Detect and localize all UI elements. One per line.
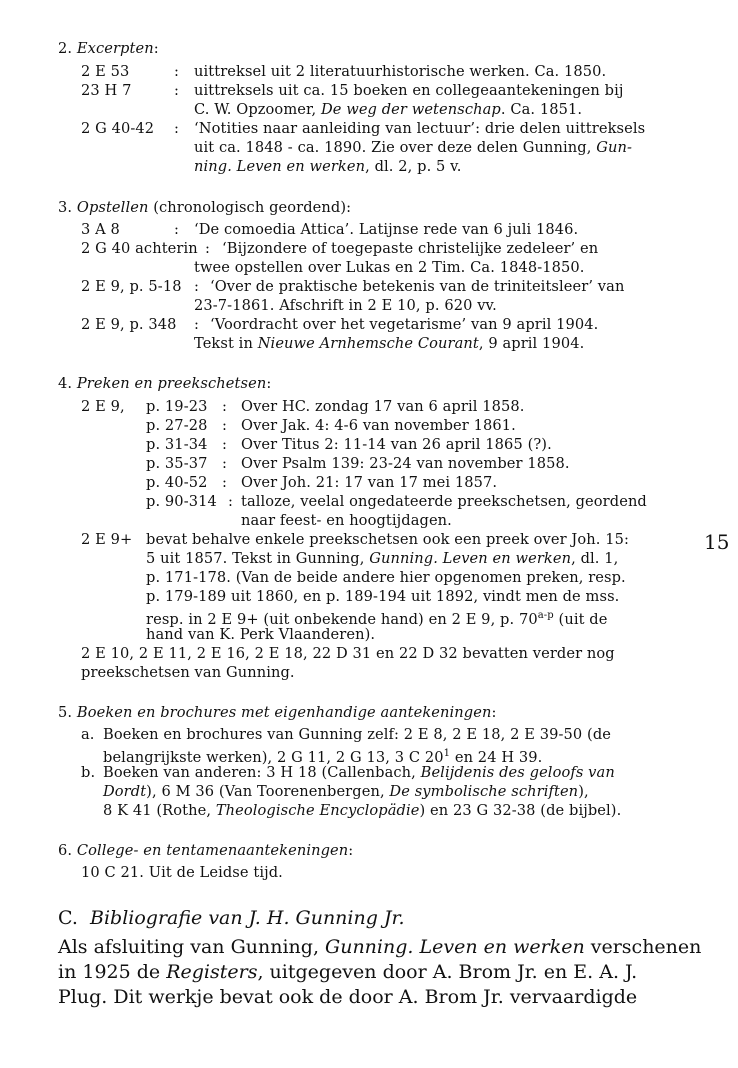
section-5-heading xyxy=(58,704,496,722)
entry-text xyxy=(194,158,462,176)
page-range: p. 40-52 xyxy=(146,474,208,491)
heading-rest: (chronologisch geordend): xyxy=(148,199,352,216)
text-run: belangrijkste werken), 2 G 11, 2 G 13, 3 C 20 xyxy=(103,748,444,766)
book-title: De weg der wetenschap xyxy=(320,101,501,118)
entry-text: Over Joh. 21: 17 van 17 mei 1857. xyxy=(241,474,498,491)
ref-colon: : xyxy=(222,455,228,472)
section-title: Excerpten xyxy=(76,40,154,57)
page-number: 15 xyxy=(704,530,730,554)
ref-colon: : xyxy=(205,240,211,257)
text-run: en 24 H 39. xyxy=(450,748,543,766)
entry-text: bevat behalve enkele preekschetsen ook een preek over Joh. 15: xyxy=(146,531,630,548)
entry-text: uittreksels uit ca. 15 boeken en collegeaantekeningen bij xyxy=(194,82,624,99)
entry-text: p. 179-189 uit 1860, en p. 189-194 uit 1892, vindt men de mss. xyxy=(146,588,620,605)
superscript: 1 xyxy=(443,748,451,759)
section-number: 5. xyxy=(58,704,73,721)
text-run: , dl. 2, p. 5 v. xyxy=(365,158,462,175)
archive-ref: 2 E 9, p. 348 xyxy=(81,316,177,333)
archive-ref: 2 E 9, p. 5-18 xyxy=(81,278,182,295)
heading-colon: : xyxy=(491,704,497,721)
book-title: Gunning. Leven en werken xyxy=(369,550,572,567)
text-run: , 9 april 1904. xyxy=(478,335,585,352)
entry-text: preekschetsen van Gunning. xyxy=(81,664,295,681)
book-title: ning. Leven en werken xyxy=(194,158,366,175)
section-2-heading xyxy=(58,40,159,58)
ref-colon: : xyxy=(174,221,180,238)
page-range: p. 19-23 xyxy=(146,398,208,415)
book-title: Theologische Encyclopädie xyxy=(215,802,420,819)
text-run: , uitgegeven door A. Brom Jr. en E. A. J. xyxy=(257,961,638,983)
entry-text xyxy=(194,335,584,353)
section-number: 3. xyxy=(58,199,73,216)
book-title: Belijdenis des geloofs van xyxy=(420,764,615,781)
book-title: Gun- xyxy=(596,139,633,156)
section-title: Preken en preekschetsen xyxy=(76,375,267,392)
ref-colon: : xyxy=(228,493,234,510)
text-run: 8 K 41 (Rothe, xyxy=(103,802,216,819)
text-run: Tekst in xyxy=(194,335,258,352)
entry-text xyxy=(103,802,621,820)
entry-text: p. 171-178. (Van de beide andere hier opgenomen preken, resp. xyxy=(146,569,626,586)
section-3-heading xyxy=(58,199,351,217)
entry-text xyxy=(103,783,589,801)
entry-text: Over Titus 2: 11-14 van 26 april 1865 (?). xyxy=(241,436,552,453)
book-title: Dordt xyxy=(103,783,147,800)
newspaper-title: Nieuwe Arnhemsche Courant xyxy=(257,335,479,352)
entry-text: Over HC. zondag 17 van 6 april 1858. xyxy=(241,398,525,415)
section-title: College- en tentamenaantekeningen xyxy=(76,842,349,859)
entry-text: Over Jak. 4: 4-6 van november 1861. xyxy=(241,417,516,434)
text-run: ), xyxy=(578,783,589,800)
entry-text: twee opstellen over Lukas en 2 Tim. Ca. 1848-1850. xyxy=(194,259,585,276)
text-run: 5 uit 1857. Tekst in Gunning, xyxy=(146,550,370,567)
entry-text: uittreksel uit 2 literatuurhistorische werken. Ca. 1850. xyxy=(194,63,607,80)
entry-text: talloze, veelal ongedateerde preekschetsen, geordend xyxy=(241,493,647,510)
text-run: Boeken van anderen: 3 H 18 (Callenbach, xyxy=(103,764,421,781)
ref-colon: : xyxy=(174,120,180,137)
text-run: verschenen xyxy=(584,936,702,958)
text-run: C. W. Opzoomer, xyxy=(194,101,321,118)
ref-colon: : xyxy=(174,63,180,80)
archive-ref: 23 H 7 xyxy=(81,82,132,99)
entry-text: Over Psalm 139: 23-24 van november 1858. xyxy=(241,455,570,472)
archive-ref: 3 A 8 xyxy=(81,221,120,238)
text-run: uit ca. 1848 - ca. 1890. Zie over deze delen Gunning, xyxy=(194,139,597,156)
page-range: p. 35-37 xyxy=(146,455,208,472)
entry-text xyxy=(194,139,632,157)
ref-colon: : xyxy=(222,398,228,415)
entry-text: ‘Voordracht over het vegetarisme’ van 9 april 1904. xyxy=(210,316,599,333)
heading-colon: : xyxy=(266,375,272,392)
entry-text: ‘De comoedia Attica’. Latijnse rede van 6 juli 1846. xyxy=(194,221,579,238)
section-title: Opstellen xyxy=(76,199,149,216)
text-run: ), 6 M 36 (Van Toorenenbergen, xyxy=(146,783,390,800)
section-number: 2. xyxy=(58,40,73,57)
section-title: Boeken en brochures met eigenhandige aantekeningen xyxy=(76,704,492,721)
page-range: p. 90-314 xyxy=(146,493,217,510)
entry-text: naar feest- en hoogtijdagen. xyxy=(241,512,452,529)
book-title: Gunning. Leven en werken xyxy=(325,936,585,958)
entry-text: 10 C 21. Uit de Leidse tijd. xyxy=(81,864,283,881)
book-title: De symbolische schriften xyxy=(389,783,579,800)
archive-ref: 2 E 53 xyxy=(81,63,130,80)
section-number: 6. xyxy=(58,842,73,859)
entry-text: 23-7-1861. Afschrift in 2 E 10, p. 620 vv. xyxy=(194,297,497,314)
heading-colon: : xyxy=(348,842,354,859)
text-run: (uit de xyxy=(553,610,608,628)
list-label: b. xyxy=(81,764,96,781)
entry-text: hand van K. Perk Vlaanderen). xyxy=(146,626,376,643)
list-label: a. xyxy=(81,726,95,743)
section-number: 4. xyxy=(58,375,73,392)
ref-colon: : xyxy=(194,316,200,333)
text-run: ) en 23 G 32-38 (de bijbel). xyxy=(419,802,622,819)
archive-ref: 2 E 9+ xyxy=(81,531,133,548)
body-text xyxy=(58,960,637,984)
section-6-heading xyxy=(58,842,353,860)
heading-colon: : xyxy=(153,40,159,57)
ref-colon: : xyxy=(174,82,180,99)
archive-ref: 2 E 9, xyxy=(81,398,125,415)
text-run: in 1925 de xyxy=(58,961,167,983)
entry-text: ‘Over de praktische betekenis van de triniteitsleer’ van xyxy=(210,278,625,295)
ref-colon: : xyxy=(194,278,200,295)
book-title: Registers xyxy=(166,961,258,983)
body-text xyxy=(58,935,701,959)
superscript: a-p xyxy=(537,610,554,621)
entry-text xyxy=(194,101,582,119)
section-letter: C. xyxy=(58,907,78,929)
text-run: resp. in 2 E 9+ (uit onbekende hand) en 2 E 9, p. 70 xyxy=(146,610,538,628)
text-run: Als afsluiting van Gunning, xyxy=(58,936,326,958)
page-range: p. 31-34 xyxy=(146,436,208,453)
ref-colon: : xyxy=(222,474,228,491)
archive-ref: 2 G 40 achterin xyxy=(81,240,198,257)
ref-colon: : xyxy=(222,417,228,434)
text-run: . Ca. 1851. xyxy=(500,101,583,118)
section-title: Bibliografie van J. H. Gunning Jr. xyxy=(90,907,405,929)
entry-text: Boeken en brochures van Gunning zelf: 2 E 8, 2 E 18, 2 E 39-50 (de xyxy=(103,726,612,743)
entry-text xyxy=(146,550,618,568)
entry-text: ‘Notities naar aanleiding van lectuur’: drie delen uittreksels xyxy=(194,120,646,137)
section-c-heading xyxy=(58,906,405,930)
page-range: p. 27-28 xyxy=(146,417,208,434)
text-run: , dl. 1, xyxy=(571,550,619,567)
entry-text: 2 E 10, 2 E 11, 2 E 16, 2 E 18, 22 D 31 en 22 D 32 bevatten verder nog xyxy=(81,645,615,662)
entry-text xyxy=(103,764,615,782)
body-text: Plug. Dit werkje bevat ook de door A. Brom Jr. vervaardigde xyxy=(58,986,638,1008)
archive-ref: 2 G 40-42 xyxy=(81,120,155,137)
ref-colon: : xyxy=(222,436,228,453)
entry-text: ‘Bijzondere of toegepaste christelijke zedeleer’ en xyxy=(222,240,599,257)
section-4-heading xyxy=(58,375,271,393)
